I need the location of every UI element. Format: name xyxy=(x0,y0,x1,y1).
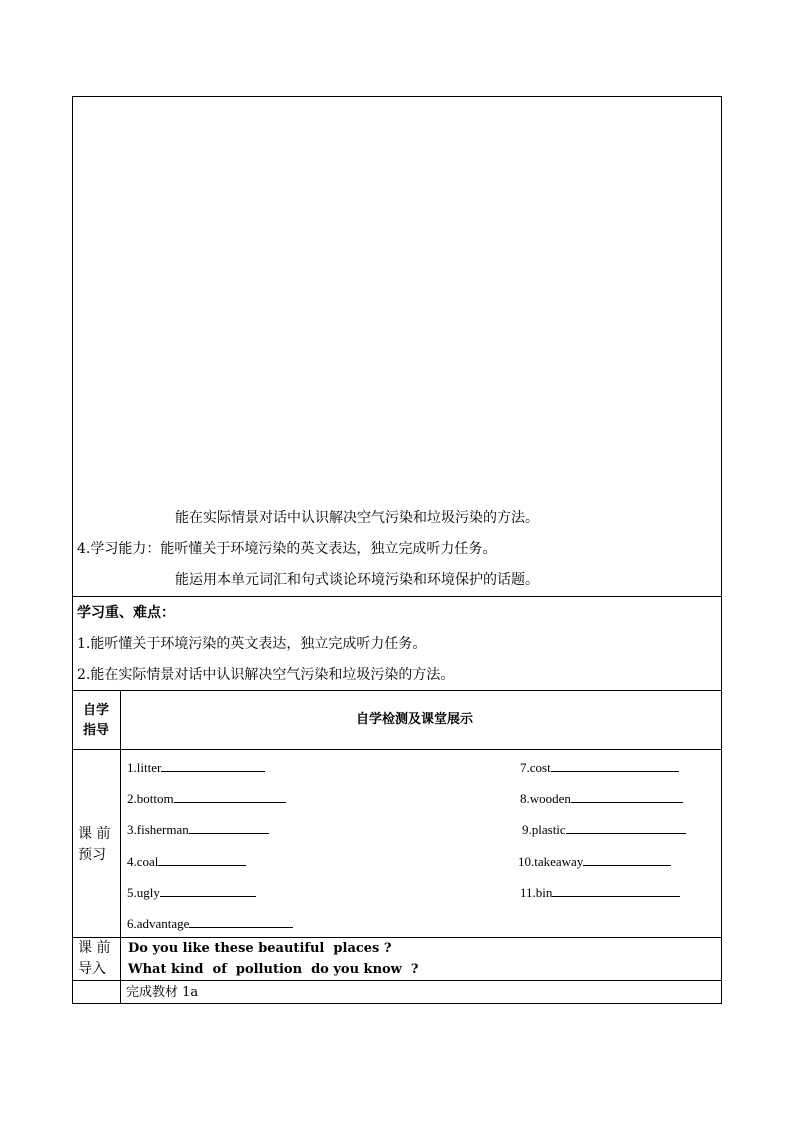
objective-line-1: 能在实际情景对话中认识解决空气污染和垃圾污染的方法。 xyxy=(175,510,539,526)
objective-line-3: 能运用本单元词汇和句式谈论环境污染和环境保护的话题。 xyxy=(175,572,539,588)
preview-label-line2: 预习 xyxy=(78,847,106,863)
vocab-item-bin: 11.bin xyxy=(520,884,680,901)
key-point-1: 1.能听懂关于环境污染的英文表达，独立完成听力任务。 xyxy=(77,636,427,652)
vocab-item-litter: 1.litter xyxy=(127,759,265,776)
intro-question-2: What kind of pollution do you know ? xyxy=(128,962,419,977)
vocab-item-takeaway: 10.takeaway xyxy=(518,853,671,870)
column-divider xyxy=(120,690,121,1004)
last-row-text: 完成教材 1a xyxy=(126,985,199,1000)
vocab-item-wooden: 8.wooden xyxy=(520,790,683,807)
vocab-item-cost: 7.cost xyxy=(520,759,679,776)
divider-header xyxy=(72,749,722,750)
header-col2: 自学检测及课堂展示 xyxy=(356,712,474,727)
vocab-item-ugly: 5.ugly xyxy=(127,884,256,901)
key-point-2: 2.能在实际情景对话中认识解决空气污染和垃圾污染的方法。 xyxy=(77,667,455,683)
preview-label-line1: 课 前 xyxy=(78,826,111,842)
divider-objectives xyxy=(72,596,722,597)
intro-label-line1: 课 前 xyxy=(78,940,111,956)
divider-intro xyxy=(72,980,722,981)
vocab-item-plastic: 9.plastic xyxy=(522,821,686,838)
objective-line-2: 4.学习能力：能听懂关于环境污染的英文表达，独立完成听力任务。 xyxy=(77,541,497,557)
header-col1-line1: 自学 xyxy=(83,703,110,718)
intro-question-1: Do you like these beautiful places ? xyxy=(128,941,392,956)
divider-preview xyxy=(72,937,722,938)
vocab-item-bottom: 2.bottom xyxy=(127,790,286,807)
vocab-item-fisherman: 3.fisherman xyxy=(127,821,269,838)
intro-label-line2: 导入 xyxy=(78,961,106,977)
divider-key-points xyxy=(72,690,722,691)
vocab-item-advantage: 6.advantage xyxy=(127,915,293,932)
header-col1-line2: 指导 xyxy=(83,723,110,738)
worksheet-table xyxy=(72,96,722,1004)
key-points-title: 学习重、难点： xyxy=(77,605,175,621)
vocab-item-coal: 4.coal xyxy=(127,853,246,870)
